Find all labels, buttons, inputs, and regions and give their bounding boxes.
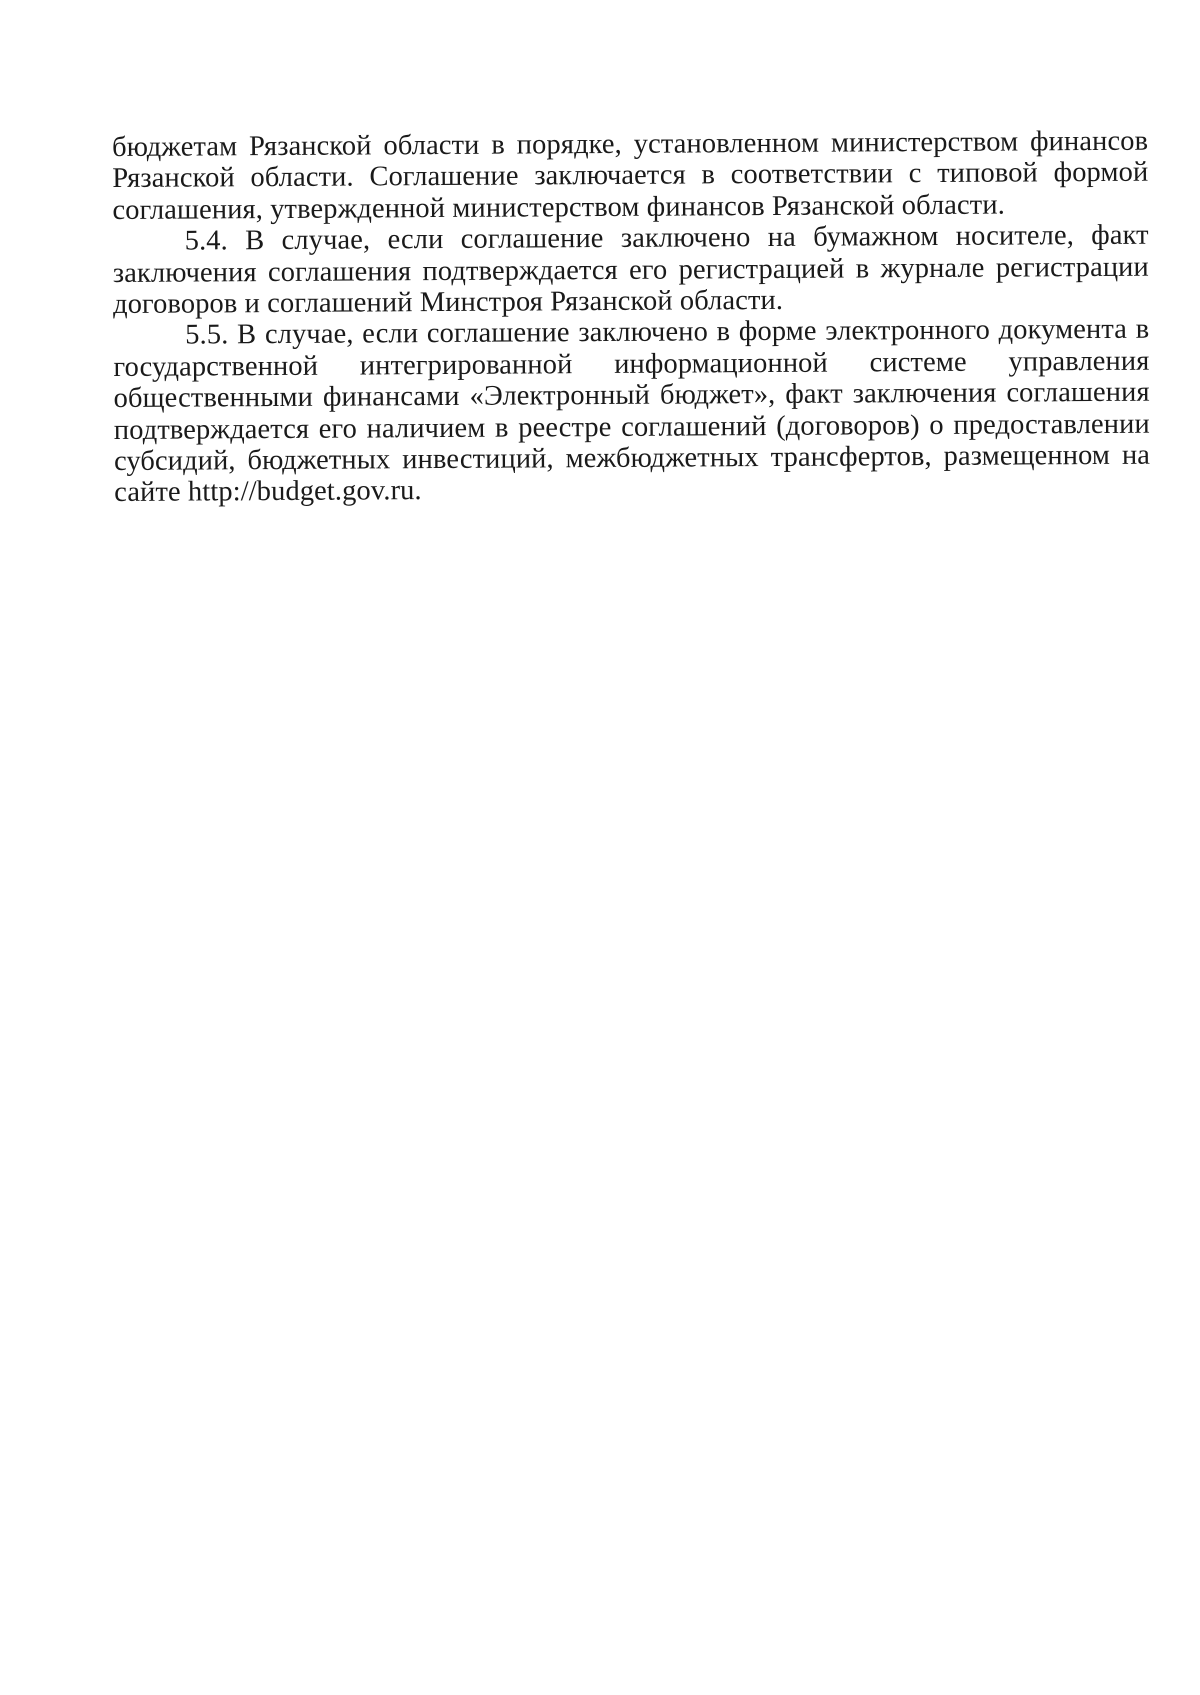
paragraph-clause-5-4: 5.4. В случае, если соглашение заключено на бумажном носителе, факт заключения соглашения подтверждается его регистрацией в журнале регистрации договоров и соглашений Минстроя Рязанской области. <box>112 219 1149 321</box>
paragraph-continuation: бюджетам Рязанской области в порядке, установленном министерством финансов Рязанской области. Соглашение заключается в соответствии с типовой формой соглашения, утвержденной министерством финансов Рязанской области. <box>112 125 1149 226</box>
paragraph-clause-5-5: 5.5. В случае, если соглашение заключено в форме электронного документа в государственной интегрированной информационной системе управления общественными финансами «Электронный бюджет», факт заключения соглашения подтверждается его наличием в реестре соглашений (договоров) о предоставлении субсидий, бюджетных инвестиций, межбюджетных трансфертов, размещенном на сайте http://budget.gov.ru. <box>113 314 1151 509</box>
document-body <box>112 126 1150 509</box>
